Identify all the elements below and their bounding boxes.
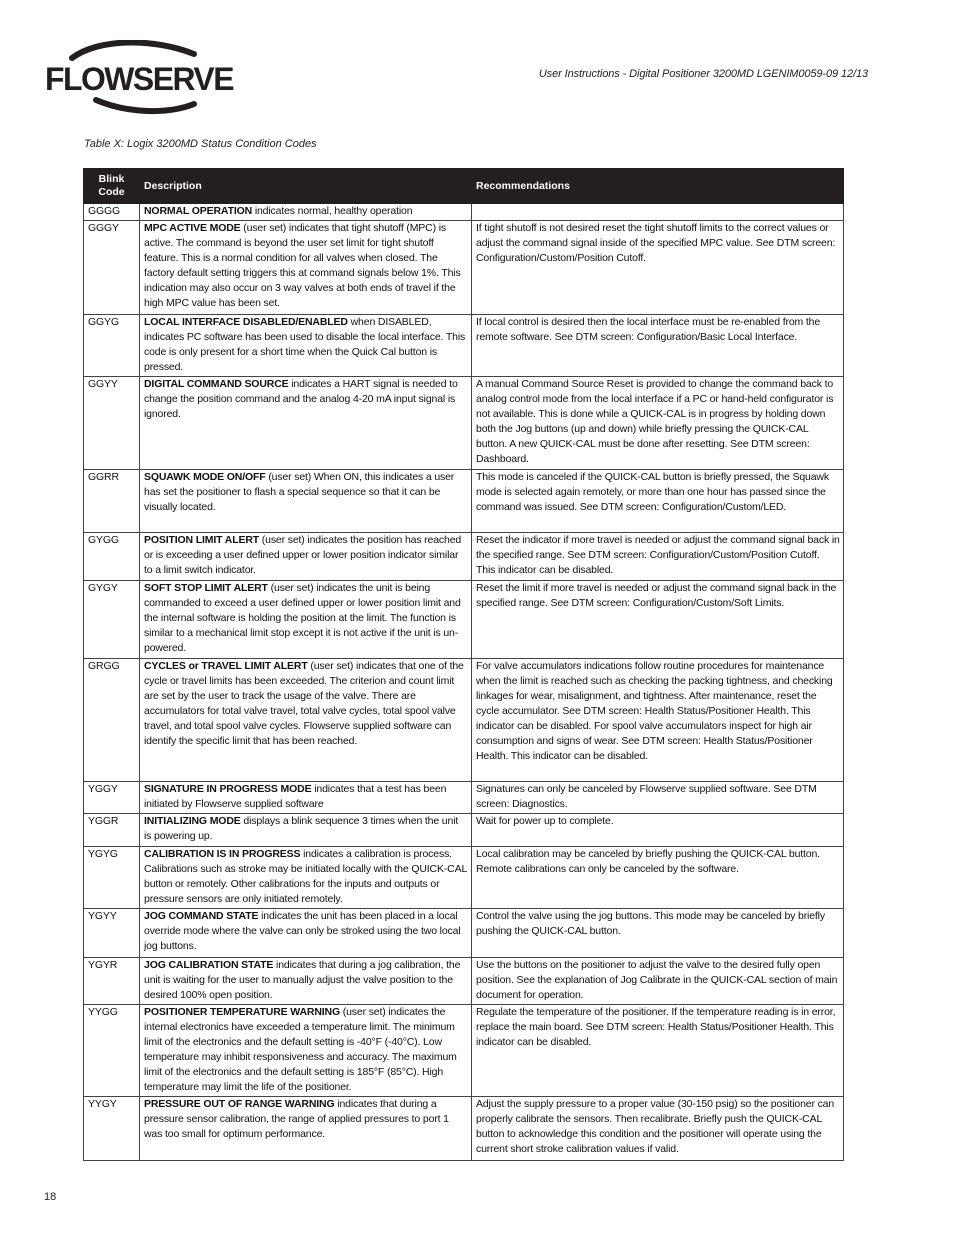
blink-code-cell: GGYG: [84, 315, 140, 377]
condition-title: POSITIONER TEMPERATURE WARNING: [144, 1006, 340, 1018]
blink-code-cell: GYGG: [84, 533, 140, 581]
condition-description: (user set) indicates the position has reached or is exceeding a user defined upper or lower position indicator similar to a limit switch indicator.: [144, 534, 462, 576]
condition-description: (user set) When ON, this indicates a user has set the positioner to flash a special sequence so that it can be visually located.: [144, 471, 455, 513]
table-row: [84, 315, 844, 377]
description-cell: [140, 470, 472, 533]
status-codes-table: [83, 168, 844, 1161]
condition-description: indicates that a test has been initiated by Flowserve supplied software: [144, 783, 447, 810]
condition-description: indicates a calibration is process. Calibrations such as stroke may be initiated locally with the QUICK-CAL button or remotely. Other calibrations for the inputs and outputs or pressure sensors are only initiated remotely.: [144, 848, 467, 905]
table-row: [84, 847, 844, 909]
blink-code-cell: GGRR: [84, 470, 140, 533]
recommendation-cell: Reset the limit if more travel is needed or adjust the command signal back in the specified range. See DTM screen: Configuration/Custom/Soft Limits.: [472, 581, 844, 659]
recommendation-cell: A manual Command Source Reset is provided to change the command back to analog control mode from the local interface if a PC or hand-held configurator is not available. This is done while a QUICK-CAL is in progress by holding down both the Jog buttons (up and down) while briefly pressing the QUICK-CAL button. A new QUICK-CAL must be done after resetting. See DTM screen: Dashboard.: [472, 377, 844, 470]
blink-code-cell: YYGY: [84, 1097, 140, 1161]
condition-title: PRESSURE OUT OF RANGE WARNING: [144, 1098, 335, 1110]
logo-upper-arc: [72, 42, 194, 58]
condition-title: JOG COMMAND STATE: [144, 910, 259, 922]
description-cell: [140, 1097, 472, 1161]
recommendation-cell: Wait for power up to complete.: [472, 814, 844, 847]
condition-description: when DISABLED, indicates PC software has been used to disable the local interface. This code is only present for a short time when the Quick Cal button is pressed.: [144, 316, 466, 373]
blink-code-cell: YGGY: [84, 782, 140, 814]
condition-description: indicates normal, healthy operation: [252, 205, 413, 217]
blink-code-cell: GGGY: [84, 221, 140, 315]
description-cell: [140, 782, 472, 814]
table-row: [84, 1097, 844, 1161]
table-row: [84, 377, 844, 470]
column-header-description: Description: [140, 169, 472, 204]
recommendation-cell: Use the buttons on the positioner to adjust the valve to the desired fully open position. See the explanation of Jog Calibrate in the QUICK-CAL section of main document for operation.: [472, 958, 844, 1005]
description-cell: [140, 814, 472, 847]
condition-description: indicates the unit has been placed in a local override mode where the valve can only be stroked using the two local jog buttons.: [144, 910, 461, 952]
table-row: [84, 909, 844, 958]
condition-title: MPC ACTIVE MODE: [144, 222, 241, 234]
table-row: [84, 221, 844, 315]
blink-code-cell: YGYY: [84, 909, 140, 958]
flowserve-logo: [44, 40, 236, 116]
recommendation-cell: If local control is desired then the local interface must be re-enabled from the remote software. See DTM screen: Configuration/Basic Local Interface.: [472, 315, 844, 377]
recommendation-cell: Signatures can only be canceled by Flowserve supplied software. See DTM screen: Diagnostics.: [472, 782, 844, 814]
logo-lower-arc: [96, 100, 194, 111]
description-cell: [140, 204, 472, 221]
table-row: [84, 958, 844, 1005]
document-header: User Instructions - Digital Positioner 3200MD LGENIM0059-09 12/13: [538, 68, 868, 80]
table-row: [84, 1005, 844, 1097]
table-caption: Table X: Logix 3200MD Status Condition Codes: [84, 138, 317, 150]
description-cell: [140, 221, 472, 315]
condition-description: (user set) indicates that one of the cycle or travel limits has been exceeded. The criterion and count limit are set by the user to track the usage of the valve. There are accumulators for total valve travel, total valve cycles, total spool valve travel, and total spool valve cycles. Flowserve supplied software can identify the specific limit that has been reached.: [144, 660, 464, 747]
condition-description: indicates that during a jog calibration, the unit is waiting for the user to manually adjust the valve position to the desired 100% open position.: [144, 959, 461, 1001]
condition-title: CALIBRATION IS IN PROGRESS: [144, 848, 301, 860]
condition-title: SQUAWK MODE ON/OFF: [144, 471, 266, 483]
blink-code-cell: YYGG: [84, 1005, 140, 1097]
recommendation-cell: [472, 204, 844, 221]
blink-code-cell: YGYG: [84, 847, 140, 909]
blink-code-cell: GYGY: [84, 581, 140, 659]
table-row: [84, 782, 844, 814]
description-cell: [140, 659, 472, 782]
condition-title: DIGITAL COMMAND SOURCE: [144, 378, 289, 390]
table-row: [84, 581, 844, 659]
column-header-recommendations: Recommendations: [472, 169, 844, 204]
condition-description: (user set) indicates the internal electronics have exceeded a temperature limit. The minimum limit of the electronics and the default setting is -40°F (-40°C). Low temperature may inhibit responsiveness and accuracy. The maximum limit of the electronics and the default setting is 185°F (85°C). High temperature may limit the life of the positioner.: [144, 1006, 457, 1093]
column-header-blink-code: Blink Code: [84, 169, 140, 204]
condition-title: JOG CALIBRATION STATE: [144, 959, 274, 971]
recommendation-cell: This mode is canceled if the QUICK-CAL button is briefly pressed, the Squawk mode is selected again remotely, or more than one hour has passed since the command was issued. See DTM screen: Configuration/Custom/LED.: [472, 470, 844, 533]
condition-title: POSITION LIMIT ALERT: [144, 534, 260, 546]
recommendation-cell: Adjust the supply pressure to a proper value (30-150 psig) so the positioner can properly calibrate the sensors. Then recalibrate. Briefly push the QUICK-CAL button to acknowledge this condition and the positioner will operate using the current short stroke calibration values if valid.: [472, 1097, 844, 1161]
recommendation-cell: Regulate the temperature of the positioner. If the temperature reading is in error, replace the main board. See DTM screen: Health Status/Positioner Health. This indicator can be disabled.: [472, 1005, 844, 1097]
blink-code-cell: YGYR: [84, 958, 140, 1005]
condition-description: (user set) indicates that tight shutoff (MPC) is active. The command is beyond the user set limit for tight shutoff feature. This is a normal condition for all valves when closed. The factory default setting triggers this at command signals below 1%. This indication may also occur on 3 way valves at both ends of travel if the high MPC value has been set.: [144, 222, 461, 309]
blink-code-cell: YGGR: [84, 814, 140, 847]
description-cell: [140, 581, 472, 659]
recommendation-cell: For valve accumulators indications follow routine procedures for maintenance when the limit is reached such as checking the packing tightness, and checking linkages for wear, misalignment, and tightness. After maintenance, reset the cycle accumulator. See DTM screen: Health Status/Positioner Health. This indicator can be disabled. For spool valve accumulators inspect for high air consumption and signs of wear. See DTM screen: Health Status/Positioner Health. This indicator can be disabled.: [472, 659, 844, 782]
blink-code-cell: GRGG: [84, 659, 140, 782]
description-cell: [140, 377, 472, 470]
condition-title: CYCLES or TRAVEL LIMIT ALERT: [144, 660, 308, 672]
recommendation-cell: If tight shutoff is not desired reset the tight shutoff limits to the correct values or adjust the command signal inside of the specified MPC value. See DTM screen: Configuration/Custom/Position Cutoff.: [472, 221, 844, 315]
description-cell: [140, 1005, 472, 1097]
condition-title: SOFT STOP LIMIT ALERT: [144, 582, 268, 594]
description-cell: [140, 315, 472, 377]
table-row: [84, 659, 844, 782]
table-row: [84, 204, 844, 221]
condition-description: (user set) indicates the unit is being commanded to exceed a user defined upper or lower position limit and the internal software is holding the position at the limit. The function is similar to a mechanical limit stop except it is not active if the unit is un-powered.: [144, 582, 461, 654]
condition-description: indicates that during a pressure sensor calibration, the range of applied pressures to port 1 was too small for optimum performance.: [144, 1098, 449, 1140]
description-cell: [140, 909, 472, 958]
table-row: [84, 533, 844, 581]
logo-wordmark: FLOWSERVE: [45, 61, 235, 97]
recommendation-cell: Control the valve using the jog buttons. This mode may be canceled by briefly pushing the QUICK-CAL button.: [472, 909, 844, 958]
description-cell: [140, 847, 472, 909]
blink-code-cell: GGGG: [84, 204, 140, 221]
recommendation-cell: Reset the indicator if more travel is needed or adjust the command signal back in the specified range. See DTM screen: Configuration/Custom/Position Cutoff. This indicator can be disabled.: [472, 533, 844, 581]
table-row: [84, 470, 844, 533]
recommendation-cell: Local calibration may be canceled by briefly pushing the QUICK-CAL button. Remote calibrations can only be canceled by the software.: [472, 847, 844, 909]
description-cell: [140, 533, 472, 581]
condition-title: SIGNATURE IN PROGRESS MODE: [144, 783, 312, 795]
condition-title: INITIALIZING MODE: [144, 815, 241, 827]
condition-title: LOCAL INTERFACE DISABLED/ENABLED: [144, 316, 348, 328]
description-cell: [140, 958, 472, 1005]
table-header-row: [84, 169, 844, 204]
condition-description: indicates a HART signal is needed to change the position command and the analog 4-20 mA input signal is ignored.: [144, 378, 458, 420]
page-number: 18: [44, 1191, 57, 1203]
condition-title: NORMAL OPERATION: [144, 205, 253, 217]
condition-description: displays a blink sequence 3 times when the unit is powering up.: [144, 815, 459, 842]
table-row: [84, 814, 844, 847]
blink-code-cell: GGYY: [84, 377, 140, 470]
